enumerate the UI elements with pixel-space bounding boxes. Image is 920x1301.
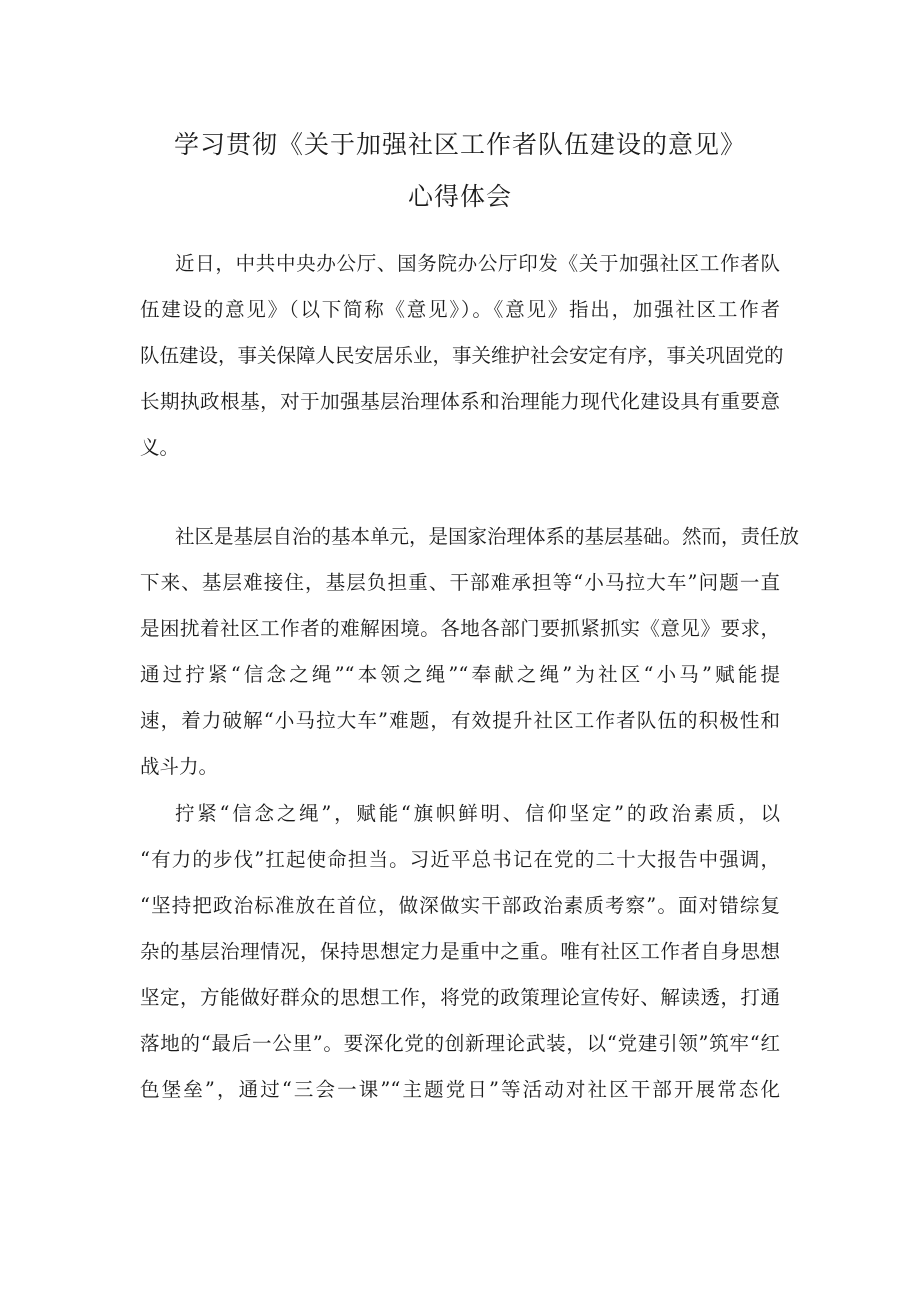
paragraph-line: 社区是基层自治的基本单元，是国家治理体系的基层基础。然而，责任放 [175, 525, 800, 548]
paragraph-line: 近日，中共中央办公厅、国务院办公厅印发《关于加强社区工作者队 [175, 252, 780, 275]
paragraph-line: 长期执政根基，对于加强基层治理体系和治理能力现代化建设具有重要意 [140, 390, 780, 413]
paragraph-line: 通过拧紧“信念之绳”“本领之绳”“奉献之绳”为社区“小马”赋能提 [140, 663, 780, 686]
paragraph-line: 队伍建设，事关保障人民安居乐业，事关维护社会安定有序，事关巩固党的 [140, 344, 784, 367]
paragraph-line: 伍建设的意见》（以下简称《意见》）。《意见》指出，加强社区工作者 [140, 298, 780, 321]
paragraph-line: 色堡垒”，通过“三会一课”“主题党日”等活动对社区干部开展常态化 [140, 1078, 780, 1101]
document-title: 学习贯彻《关于加强社区工作者队伍建设的意见》 [173, 130, 746, 159]
paragraph-line: 坚定，方能做好群众的思想工作，将党的政策理论宣传好、解读透，打通 [140, 986, 780, 1009]
paragraph-line: 落地的“最后一公里”。要深化党的创新理论武装，以“党建引领”筑牢“红 [140, 1032, 780, 1055]
paragraph-line: 战斗力。 [140, 755, 219, 778]
paragraph-line: 是困扰着社区工作者的难解困境。各地各部门要抓紧抓实《意见》要求， [140, 617, 780, 640]
paragraph-belief [140, 791, 780, 1113]
paragraph-line: 拧紧“信念之绳”，赋能“旗帜鲜明、信仰坚定”的政治素质，以 [175, 802, 780, 825]
paragraph-intro [140, 241, 784, 471]
paragraph-line: 杂的基层治理情况，保持思想定力是重中之重。唯有社区工作者自身思想 [140, 940, 780, 963]
paragraph-line: 下来、基层难接住，基层负担重、干部难承担等“小马拉大车”问题一直 [140, 571, 780, 594]
paragraph-line: “有力的步伐”扛起使命担当。习近平总书记在党的二十大报告中强调， [140, 848, 780, 871]
paragraph-line: 速，着力破解“小马拉大车”难题，有效提升社区工作者队伍的积极性和 [140, 709, 780, 732]
paragraph-line: “坚持把政治标准放在首位，做深做实干部政治素质考察”。面对错综复 [140, 894, 780, 917]
paragraph-community [140, 514, 800, 790]
document-subtitle: 心得体会 [407, 182, 512, 211]
paragraph-line: 义。 [140, 436, 180, 459]
